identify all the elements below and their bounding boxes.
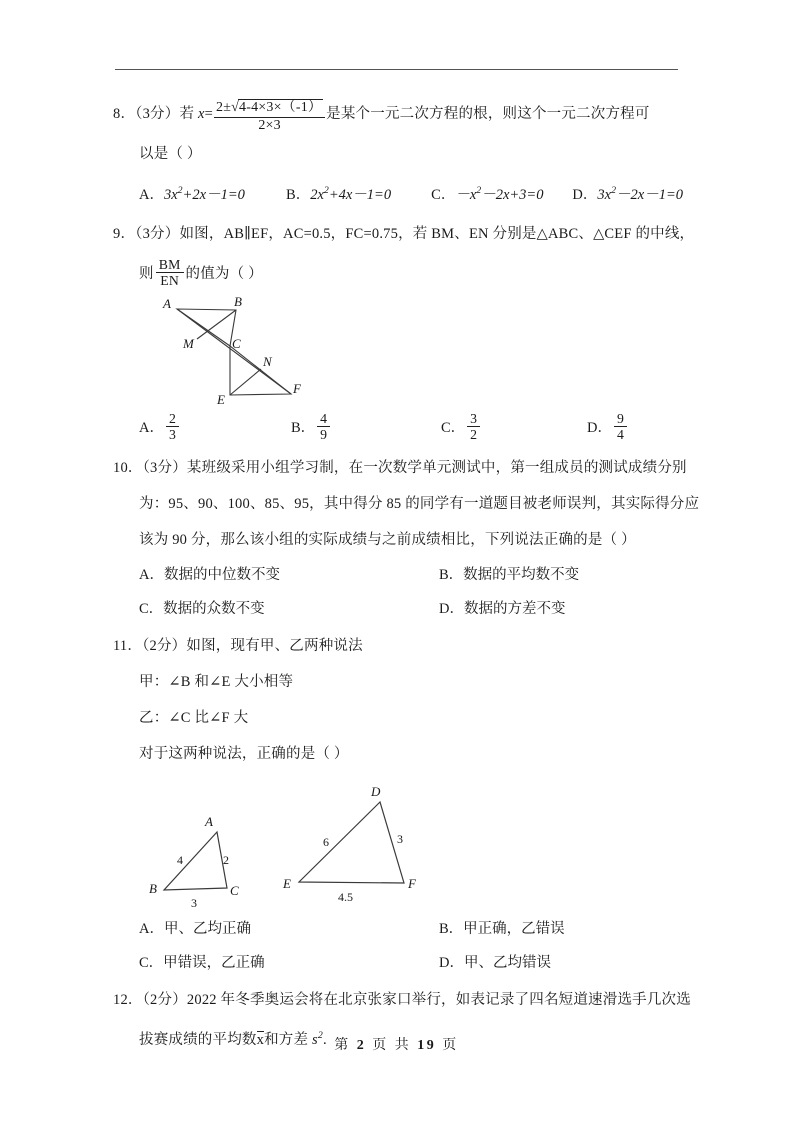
option-c-text: 数据的众数不变 [163,600,265,617]
option-c-text: 甲错误，乙正确 [163,954,265,971]
option-d-text: 甲、乙均错误 [463,954,551,971]
question-11-stem-line-1 [113,628,683,664]
question-11-option-d[interactable] [439,946,551,980]
label-a: A [163,295,171,311]
question-8-stem-line-1 [113,92,683,136]
question-9-option-d[interactable] [587,408,629,448]
question-8-quadratic-formula [214,100,325,135]
question-12-text-c: . [322,1031,327,1048]
side-label-ef: 4.5 [338,889,353,904]
question-8-option-a[interactable] [139,174,286,212]
ratio-denominator: EN [160,273,179,289]
option-c-label: C． [441,419,466,436]
side-label-bc: 3 [191,895,197,910]
option-c-text-a: －x [455,186,477,203]
label-e: E [217,391,225,406]
question-8-equals: = [204,106,214,122]
question-10-stem-line-1 [113,450,687,486]
option-a-fraction [166,411,179,443]
question-11-stem-line-4: 对于这两种说法，正确的是（ ） [139,745,349,762]
label-b: B [149,880,157,896]
option-c-exponent: 2 [476,185,482,196]
question-10-stem-line-3: 该为 90 分，那么该小组的实际成绩与之前成绩相比，下列说法正确的是（ ） [139,531,636,548]
question-12-text-b: 和方差 [264,1031,312,1048]
question-9-points: （3分） [135,225,180,242]
option-a-denominator: 3 [168,427,176,443]
question-11-option-b[interactable] [439,912,565,946]
label-f: F [293,380,301,396]
question-9-stem-prefix: 则 [139,265,154,282]
question-8-option-c[interactable] [431,174,572,212]
option-c-denominator: 2 [470,427,478,443]
option-b-label: B． [439,566,464,583]
ratio-bm-en-fraction [156,257,184,289]
question-10-option-b[interactable] [439,558,579,592]
question-10-dot: ． [127,459,143,476]
question-8 [113,92,683,212]
question-10-stem-line-2: 为：95、90、100、85、95，其中得分 85 的同学有一道题目被老师误判，其实际得分应 [139,495,700,512]
option-a-exponent: 2 [177,185,183,196]
question-8-stem-line-2: 以是（ ） [139,146,202,162]
question-12-points: （2分） [142,991,187,1008]
triangle-def-shape [299,802,404,883]
formula-radicand: 4-4×3×（-1） [239,100,323,116]
option-a-label: A． [139,186,164,203]
question-8-option-d[interactable] [572,174,683,212]
question-9-stem-suffix: 的值为（ ） [185,265,263,282]
question-9-option-b[interactable] [291,408,441,448]
page-footer [0,1031,793,1054]
option-d-exponent: 2 [611,185,617,196]
option-a-text: 甲、乙均正确 [163,920,251,937]
label-n: N [263,353,272,369]
footer-current-page: 2 [356,1038,367,1053]
option-b-text: 甲正确，乙错误 [463,920,565,937]
triangle-abc-shape [164,832,227,890]
formula-denominator: 2×3 [258,118,281,134]
question-10-number: 10 [113,459,128,476]
option-b-label: B． [291,419,316,436]
option-a-numerator: 2 [166,411,179,427]
option-d-fraction [614,411,627,443]
question-8-variable: x [198,106,205,122]
question-9-dot: ． [120,225,136,242]
option-d-label: D． [572,186,598,203]
option-c-numerator: 3 [467,411,480,427]
option-a-text-b: +2x－1=0 [182,186,245,203]
question-10-points: （3分） [142,459,187,476]
question-12-text-a: 拔赛成绩的平均数 [139,1031,257,1048]
question-9-options [113,408,683,448]
option-d-denominator: 4 [616,427,624,443]
sqrt-icon: √4-4×3×（-1） [231,100,323,116]
footer-suffix: 页 [442,1038,459,1053]
option-b-numerator: 4 [317,411,330,427]
question-9-figure [113,293,683,408]
variance-exponent: 2 [317,1029,323,1041]
question-10-option-a[interactable] [139,558,439,592]
question-10-option-c[interactable] [139,592,439,626]
question-8-stem-middle: 是某个一元二次方程的根，则这个一元二次方程可 [326,106,650,122]
option-a-text-a: 3x [163,186,178,203]
question-11-points: （2分） [142,637,187,654]
question-12-stem-line-1 [113,982,691,1018]
question-10-stem-text-1: 某班级采用小组学习制，在一次数学单元测试中，第一组成员的测试成绩分别 [186,459,687,476]
question-10-options-row-1 [113,558,683,592]
side-label-ac: 2 [223,852,229,867]
option-b-text-a: 2x [310,186,324,203]
option-c-fraction [467,411,480,443]
option-c-text-b: －2x+3=0 [481,186,544,203]
option-d-text-b: －2x－1=0 [616,186,683,203]
question-9-option-c[interactable] [441,408,587,448]
footer-total-pages: 19 [417,1038,437,1053]
triangle-abc-cef-diagram [135,294,365,406]
side-label-de: 6 [323,834,329,849]
question-9 [113,216,695,448]
segment-en [230,369,261,395]
question-8-number: 8 [113,106,121,122]
option-b-label: B． [286,186,311,203]
footer-middle: 页 共 [372,1038,412,1053]
question-11-stem-text-1: 如图，现有甲、乙两种说法 [186,637,363,654]
question-12-dot: ． [127,991,143,1008]
side-label-ab: 4 [177,852,183,867]
question-9-option-a[interactable] [139,408,291,448]
question-8-option-b[interactable] [286,174,431,212]
question-9-stem-line-2 [113,252,683,296]
question-9-stem-line-1 [113,216,695,252]
option-a-label: A． [139,566,164,583]
label-b: B [234,293,242,309]
option-c-label: C． [139,600,164,617]
ratio-numerator: BM [158,256,181,272]
option-c-label: C． [139,954,164,971]
question-10 [113,450,700,626]
footer-prefix: 第 [334,1038,351,1053]
question-8-stem-prefix: 若 [179,106,195,122]
question-12-number: 12 [113,991,128,1008]
question-11-options-row-2 [113,946,683,980]
option-d-text: 数据的方差不变 [463,600,566,617]
variance-symbol: s [312,1031,318,1048]
option-b-exponent: 2 [323,185,329,196]
option-d-label: D． [439,954,464,971]
question-8-options [113,174,683,212]
question-8-points: （3分） [135,106,180,122]
label-m: M [183,335,194,351]
option-a-text: 数据的中位数不变 [163,566,280,583]
question-11-option-c[interactable] [139,946,439,980]
question-11-statement-jia: 甲：∠B 和∠E 大小相等 [139,673,294,690]
option-c-label: C． [431,186,456,203]
question-11-statement-yi: 乙：∠C 比∠F 大 [139,709,249,726]
label-c: C [230,882,239,898]
question-10-option-d[interactable] [439,592,565,626]
question-10-options-row-2 [113,592,683,626]
label-f: F [408,875,416,891]
question-11-figure [113,772,683,912]
option-b-text: 数据的平均数不变 [463,566,580,583]
label-c: C [232,335,241,351]
formula-numerator-lead: 2± [216,100,232,116]
option-b-text-b: +4x－1=0 [328,186,392,203]
question-8-dot: ． [120,106,136,122]
label-e: E [283,875,291,891]
option-a-label: A． [139,920,164,937]
side-label-df: 3 [397,831,403,846]
question-9-number: 9 [113,225,121,242]
option-a-label: A． [139,419,164,436]
question-11-dot: ． [127,637,143,654]
question-11 [113,628,683,980]
question-9-stem-text: 如图，AB∥EF，AC=0.5，FC=0.75，若 BM、EN 分别是△ABC、△CEF 的中线， [179,225,695,242]
option-d-numerator: 9 [614,411,627,427]
x-bar-variable: x [256,1031,265,1048]
option-b-fraction [317,411,330,443]
segment-bm [197,310,236,339]
option-b-label: B． [439,920,464,937]
page-content [113,92,700,1058]
option-d-text-a: 3x [597,186,612,203]
label-a: A [205,813,213,829]
option-d-label: D． [587,419,612,436]
question-11-number: 11 [113,637,128,654]
question-12-stem-text-1: 2022 年冬季奥运会将在北京张家口举行，如表记录了四名短道速滑选手几次选 [186,991,691,1008]
option-b-denominator: 9 [320,427,328,443]
two-triangles-diagram [125,780,455,920]
option-d-label: D． [439,600,464,617]
header-rule [115,69,678,70]
label-d: D [371,783,381,799]
